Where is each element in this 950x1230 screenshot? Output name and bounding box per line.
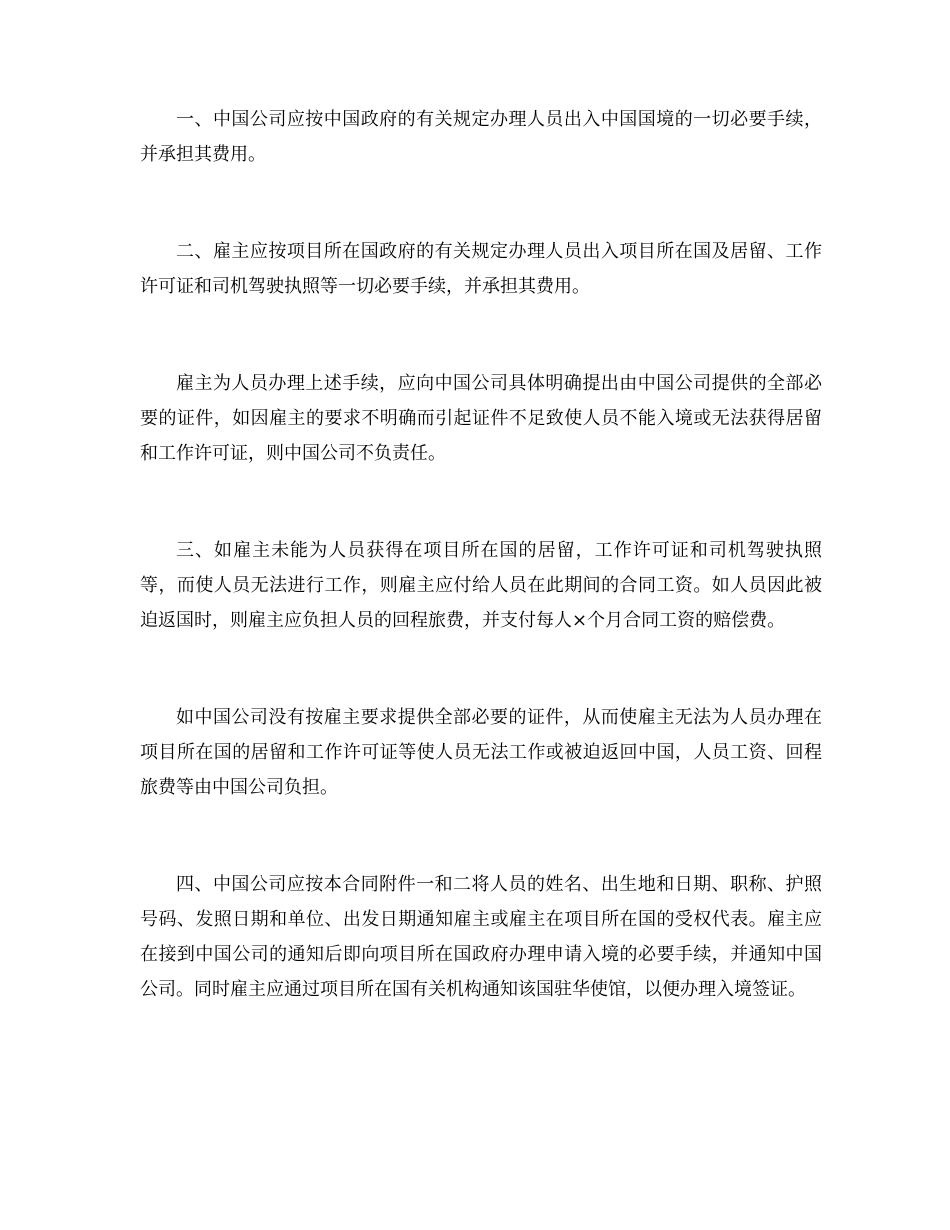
paragraph-clause-2-supplement: 雇主为人员办理上述手续，应向中国公司具体明确提出由中国公司提供的全部必要的证件，如因雇主的要求不明确而引起证件不足致使人员不能入境或无法获得居留和工作许可证，则中国公司不负责任。 [140, 373, 822, 464]
paragraph-clause-2: 二、雇主应按项目所在国政府的有关规定办理人员出入项目所在国及居留、工作许可证和司机驾驶执照等一切必要手续，并承担其费用。 [140, 241, 822, 297]
paragraph-clause-3-supplement: 如中国公司没有按雇主要求提供全部必要的证件，从而使雇主无法为人员办理在项目所在国的居留和工作许可证等使人员无法工作或被迫返回中国，人员工资、回程旅费等由中国公司负担。 [140, 707, 822, 798]
paragraph-clause-3: 三、如雇主未能为人员获得在项目所在国的居留，工作许可证和司机驾驶执照等，而使人员无法进行工作，则雇主应付给人员在此期间的合同工资。如人员因此被迫返国时，则雇主应负担人员的回程旅费，并支付每人×个月合同工资的赔偿费。 [140, 540, 822, 631]
paragraph-clause-4: 四、中国公司应按本合同附件一和二将人员的姓名、出生地和日期、职称、护照号码、发照日期和单位、出发日期通知雇主或雇主在项目所在国的受权代表。雇主应在接到中国公司的通知后即向项目所在国政府办理申请入境的必要手续，并通知中国公司。同时雇主应通过项目所在国有关机构通知该国驻华使馆，以便办理入境签证。 [140, 874, 822, 1000]
paragraph-clause-1: 一、中国公司应按中国政府的有关规定办理人员出入中国国境的一切必要手续，并承担其费用。 [140, 109, 822, 165]
